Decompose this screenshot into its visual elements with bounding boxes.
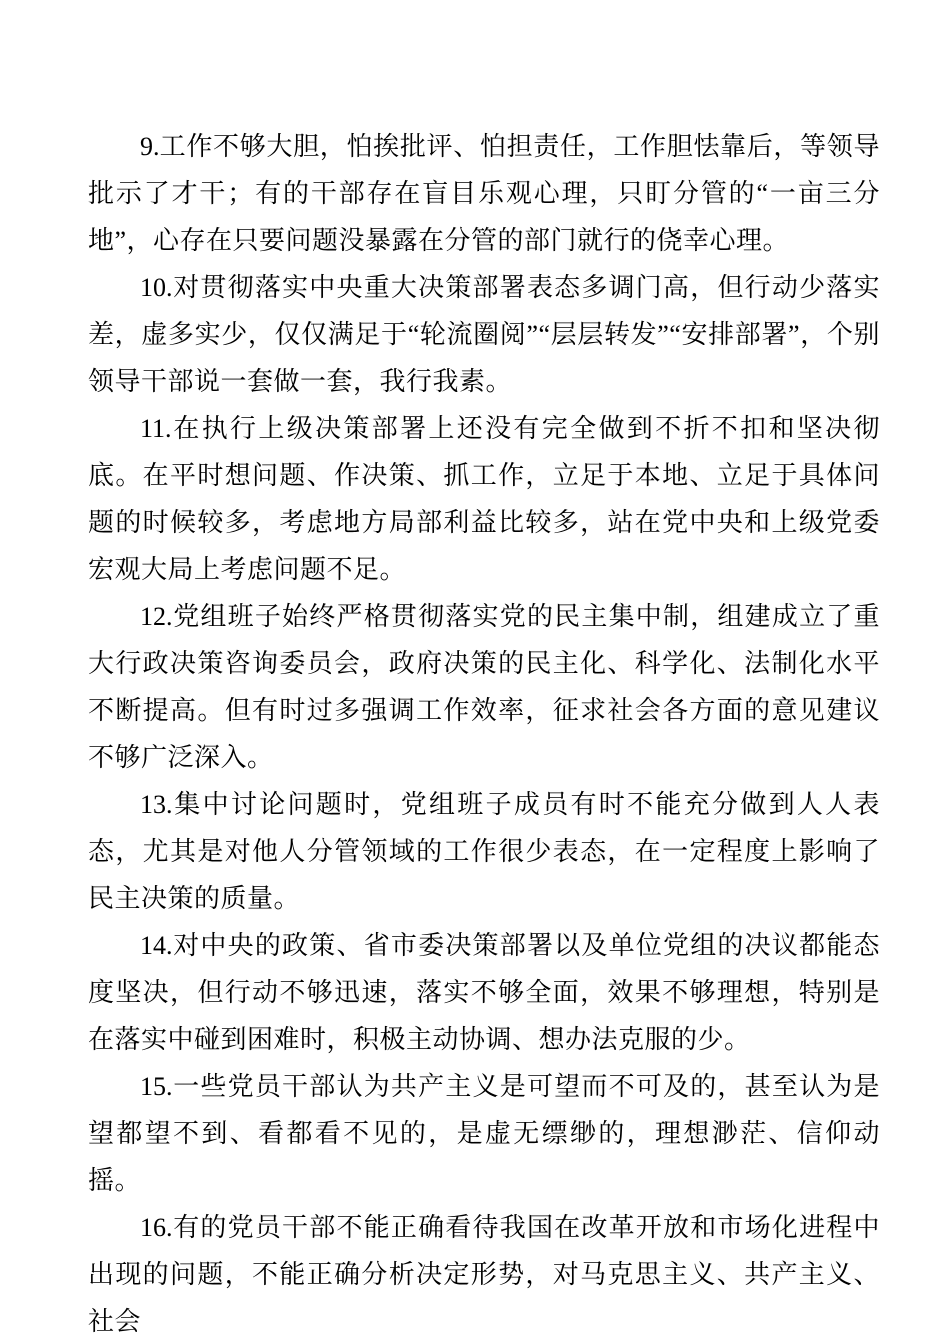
paragraph-15-text: 一些党员干部认为共产主义是可望而不可及的，甚至认为是望都望不到、看都看不见的，是虚无缥缈的，理想渺茫、信仰动摇。 [88, 1072, 880, 1195]
document-body [88, 123, 880, 1344]
paragraph-13-text: 集中讨论问题时，党组班子成员有时不能充分做到人人表态，尤其是对他人分管领域的工作很少表态，在一定程度上影响了民主决策的质量。 [88, 790, 880, 913]
paragraph-12-text: 党组班子始终严格贯彻落实党的民主集中制，组建成立了重大行政决策咨询委员会，政府决策的民主化、科学化、法制化水平不断提高。但有时过多强调工作效率，征求社会各方面的意见建议不够广泛深入。 [88, 602, 880, 772]
paragraph-16-text: 有的党员干部不能正确看待我国在改革开放和市场化进程中出现的问题，不能正确分析决定形势，对马克思主义、共产主义、社会 [88, 1213, 880, 1336]
paragraph-10 [88, 264, 880, 405]
paragraph-10-text: 对贯彻落实中央重大决策部署表态多调门高，但行动少落实差，虚多实少，仅仅满足于“轮流圈阅”“层层转发”“安排部署”，个别领导干部说一套做一套，我行我素。 [88, 273, 880, 396]
paragraph-14-text: 对中央的政策、省市委决策部署以及单位党组的决议都能态度坚决，但行动不够迅速，落实不够全面，效果不够理想，特别是在落实中碰到困难时，积极主动协调、想办法克服的少。 [88, 931, 880, 1054]
paragraph-13 [88, 781, 880, 922]
paragraph-10-number: 10. [140, 273, 173, 302]
paragraph-9-text: 工作不够大胆，怕挨批评、怕担责任，工作胆怯靠后，等领导批示了才干；有的干部存在盲目乐观心理，只盯分管的“一亩三分地”，心存在只要问题没暴露在分管的部门就行的侥幸心理。 [88, 132, 880, 255]
paragraph-16 [88, 1204, 880, 1344]
paragraph-16-number: 16. [140, 1213, 173, 1242]
paragraph-15-number: 15. [140, 1072, 173, 1101]
paragraph-12-number: 12. [140, 602, 173, 631]
paragraph-9-number: 9. [140, 132, 160, 161]
paragraph-14 [88, 922, 880, 1063]
paragraph-15 [88, 1063, 880, 1204]
paragraph-13-number: 13. [140, 790, 173, 819]
paragraph-11-number: 11. [140, 414, 172, 443]
paragraph-12 [88, 593, 880, 781]
paragraph-14-number: 14. [140, 931, 173, 960]
paragraph-9 [88, 123, 880, 264]
paragraph-11-text: 在执行上级决策部署上还没有完全做到不折不扣和坚决彻底。在平时想问题、作决策、抓工作，立足于本地、立足于具体问题的时候较多，考虑地方局部利益比较多，站在党中央和上级党委宏观大局上考虑问题不足。 [88, 414, 880, 584]
paragraph-11 [88, 405, 880, 593]
